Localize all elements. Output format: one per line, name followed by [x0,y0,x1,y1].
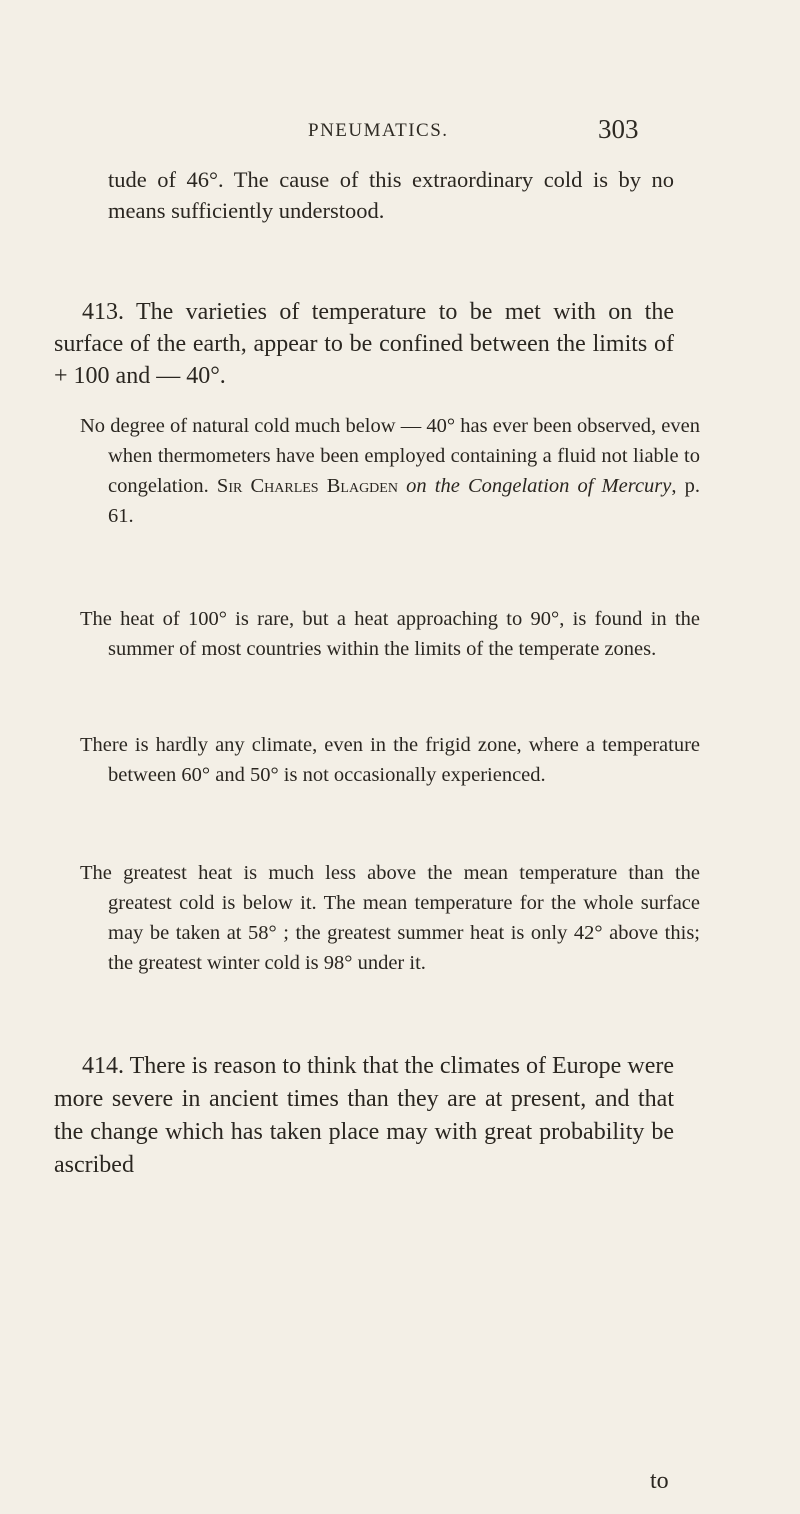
paragraph-413: 413. The varieties of temperature to be met with on the surface of the earth, appear to be confined between the limits of + 100 and — 40°. [54,299,674,389]
paragraph-mean-temperature-note: The greatest heat is much less above the mean temperature than the greatest cold is below it. The mean temperature for the whole surface may be taken at 58° ; the greatest summer heat is only 42° above this; the greatest winter cold is 98° under it. [80,862,700,974]
cited-title: on the Congelation of Mercury [406,475,672,497]
paragraph-414: 414. There is reason to think that the climates of Europe were more severe in ancient times than they are at present, and that the change which has taken place may with great probability be ascribed [54,1053,674,1178]
paragraph-heat-note: The heat of 100° is rare, but a heat approaching to 90°, is found in the summer of most countries within the limits of the temperate zones. [80,608,700,660]
cold-note-text: No degree of natural cold much below — 40° has ever been observed, even when thermometers have been employed containing a fluid not liable to congelation. [80,415,700,497]
page-header [0,114,800,154]
paragraph-cold-note [80,411,700,531]
paragraph-climate-note: There is hardly any climate, even in the frigid zone, where a temperature between 60° and 50° is not occasionally experienced. [80,734,700,786]
running-head: PNEUMATICS. [308,120,449,141]
paragraph-continuation: tude of 46°. The cause of this extraordinary cold is by no means sufficiently understood. [108,167,674,223]
cited-page: , p. 61. [108,475,701,527]
cited-author: Sir Charles Blagden [216,475,398,497]
catchword: to [650,1468,669,1494]
page-number: 303 [598,114,639,144]
